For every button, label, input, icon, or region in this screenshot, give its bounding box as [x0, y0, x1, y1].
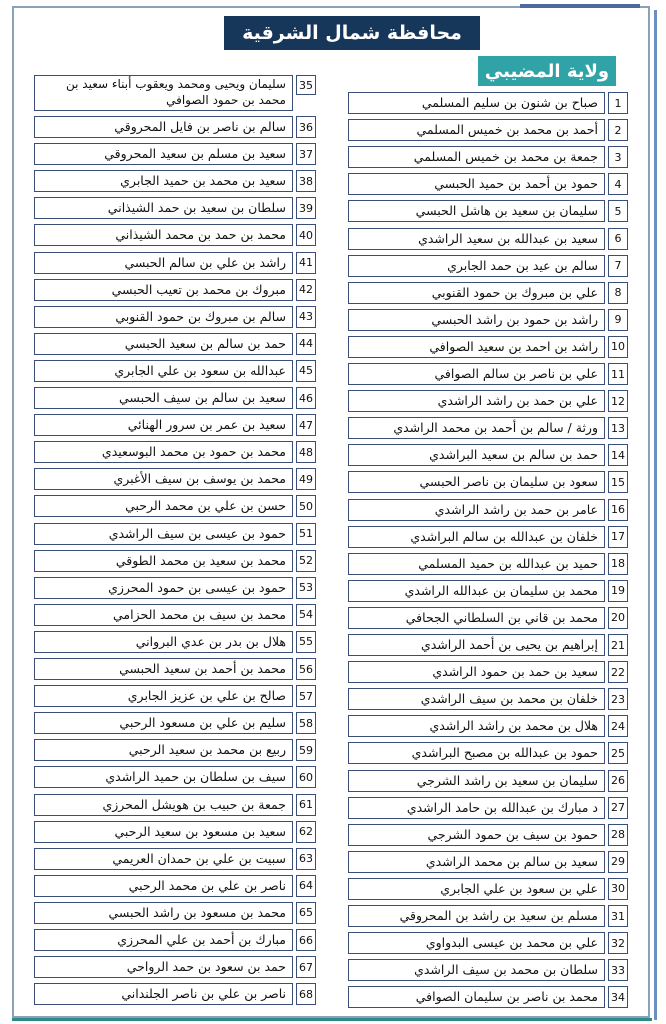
list-item	[348, 932, 628, 954]
row-number: 38	[296, 170, 316, 192]
row-number: 22	[608, 661, 628, 683]
person-name: صباح بن شنون بن سليم المسلمي	[348, 92, 605, 114]
list-item	[34, 279, 316, 301]
row-number: 8	[608, 282, 628, 304]
list-item	[34, 143, 316, 165]
decorative-top-strip	[520, 4, 640, 8]
person-name: علي بن مبروك بن حمود القنوبي	[348, 282, 605, 304]
list-item	[348, 634, 628, 656]
list-item	[348, 200, 628, 222]
wilaya-label: ولاية المضيبي	[478, 56, 616, 86]
list-item	[348, 146, 628, 168]
list-item	[348, 444, 628, 466]
person-name: ناصر بن علي بن ناصر الجلنداني	[34, 983, 293, 1005]
row-number: 49	[296, 468, 316, 490]
page-title: محافظة شمال الشرقية	[224, 16, 480, 50]
person-name: مبارك بن أحمد بن علي المحرزي	[34, 929, 293, 951]
list-item	[348, 363, 628, 385]
person-name: سليمان ويحيى ومحمد ويعقوب أبناء سعيد بن محمد بن حمود الصوافي	[34, 75, 293, 111]
person-name: سعيد بن سالم بن محمد الراشدي	[348, 851, 605, 873]
person-name: محمد بن مسعود بن راشد الحبسي	[34, 902, 293, 924]
list-item	[348, 255, 628, 277]
list-item	[34, 550, 316, 572]
list-item	[34, 170, 316, 192]
person-name: حسن بن علي بن محمد الرحبي	[34, 495, 293, 517]
list-item	[348, 878, 628, 900]
person-name: حمد بن سعود بن حمد الرواحي	[34, 956, 293, 978]
list-item	[348, 986, 628, 1008]
list-item	[34, 739, 316, 761]
list-item	[348, 471, 628, 493]
person-name: علي بن حمد بن راشد الراشدي	[348, 390, 605, 412]
person-name: مسلم بن سعيد بن راشد بن المحروقي	[348, 905, 605, 927]
row-number: 59	[296, 739, 316, 761]
row-number: 14	[608, 444, 628, 466]
row-number: 30	[608, 878, 628, 900]
list-item	[34, 821, 316, 843]
list-item	[34, 224, 316, 246]
person-name: د مبارك بن عبدالله بن حامد الراشدي	[348, 797, 605, 819]
list-item	[348, 119, 628, 141]
list-item	[348, 553, 628, 575]
person-name: سعيد بن محمد بن حميد الجابري	[34, 170, 293, 192]
person-name: سيف بن سلطان بن حميد الراشدي	[34, 766, 293, 788]
person-name: محمد بن حمد بن محمد الشيذاني	[34, 224, 293, 246]
list-item	[34, 929, 316, 951]
person-name: محمد بن يوسف بن سيف الأغبري	[34, 468, 293, 490]
row-number: 21	[608, 634, 628, 656]
list-item	[34, 414, 316, 436]
list-item	[348, 92, 628, 114]
row-number: 23	[608, 688, 628, 710]
list-item	[348, 417, 628, 439]
row-number: 62	[296, 821, 316, 843]
person-name: محمد بن حمود بن محمد البوسعيدي	[34, 441, 293, 463]
person-name: محمد بن ناصر بن سليمان الصوافي	[348, 986, 605, 1008]
person-name: خلفان بن محمد بن سيف الراشدي	[348, 688, 605, 710]
person-name: ربيع بن محمد بن سعيد الرحبي	[34, 739, 293, 761]
list-item	[348, 526, 628, 548]
person-name: محمد بن سيف بن محمد الحزامي	[34, 604, 293, 626]
list-item	[34, 658, 316, 680]
person-name: أحمد بن محمد بن خميس المسلمي	[348, 119, 605, 141]
decorative-right-strip	[654, 10, 657, 1020]
list-item	[348, 851, 628, 873]
row-number: 28	[608, 824, 628, 846]
row-number: 16	[608, 499, 628, 521]
person-name: سعيد بن مسلم بن سعيد المحروقي	[34, 143, 293, 165]
person-name: صالح بن علي بن عزيز الجابري	[34, 685, 293, 707]
list-item	[348, 905, 628, 927]
row-number: 37	[296, 143, 316, 165]
person-name: راشد بن حمود بن راشد الحبسي	[348, 309, 605, 331]
person-name: هلال بن محمد بن راشد الراشدي	[348, 715, 605, 737]
person-name: سعيد بن عمر بن سرور الهنائي	[34, 414, 293, 436]
row-number: 61	[296, 794, 316, 816]
row-number: 11	[608, 363, 628, 385]
list-item	[34, 956, 316, 978]
row-number: 9	[608, 309, 628, 331]
row-number: 51	[296, 523, 316, 545]
row-number: 53	[296, 577, 316, 599]
list-item	[34, 495, 316, 517]
list-item	[348, 607, 628, 629]
row-number: 10	[608, 336, 628, 358]
person-name: سالم بن مبروك بن حمود القنوبي	[34, 306, 293, 328]
row-number: 41	[296, 252, 316, 274]
list-item	[348, 173, 628, 195]
row-number: 65	[296, 902, 316, 924]
list-item	[348, 309, 628, 331]
list-item	[348, 770, 628, 792]
list-item	[34, 441, 316, 463]
list-item	[34, 902, 316, 924]
row-number: 17	[608, 526, 628, 548]
person-name: سعيد بن عبدالله بن سعيد الراشدي	[348, 228, 605, 250]
row-number: 44	[296, 333, 316, 355]
person-name: محمد بن أحمد بن سعيد الحبسي	[34, 658, 293, 680]
row-number: 50	[296, 495, 316, 517]
row-number: 1	[608, 92, 628, 114]
list-item	[34, 197, 316, 219]
person-name: جمعة بن محمد بن خميس المسلمي	[348, 146, 605, 168]
person-name: علي بن ناصر بن سالم الصوافي	[348, 363, 605, 385]
row-number: 55	[296, 631, 316, 653]
row-number: 31	[608, 905, 628, 927]
row-number: 60	[296, 766, 316, 788]
person-name: إبراهيم بن يحيى بن أحمد الراشدي	[348, 634, 605, 656]
list-item	[348, 959, 628, 981]
decorative-bottom-strip	[12, 1018, 652, 1021]
person-name: سلطان بن محمد بن سيف الراشدي	[348, 959, 605, 981]
row-number: 25	[608, 742, 628, 764]
list-item	[34, 766, 316, 788]
list-item	[348, 797, 628, 819]
person-name: محمد بن سعيد بن محمد الطوقي	[34, 550, 293, 572]
person-name: محمد بن سليمان بن عبدالله الراشدي	[348, 580, 605, 602]
person-name: حمود بن عيسى بن سيف الراشدي	[34, 523, 293, 545]
row-number: 67	[296, 956, 316, 978]
list-item	[348, 228, 628, 250]
row-number: 35	[296, 75, 316, 95]
row-number: 13	[608, 417, 628, 439]
person-name: سعيد بن مسعود بن سعيد الرحبي	[34, 821, 293, 843]
row-number: 36	[296, 116, 316, 138]
person-name: مبروك بن محمد بن تعيب الحبسي	[34, 279, 293, 301]
person-name: حمود بن أحمد بن حميد الحبسي	[348, 173, 605, 195]
row-number: 19	[608, 580, 628, 602]
person-name: عامر بن حمد بن راشد الراشدي	[348, 499, 605, 521]
row-number: 4	[608, 173, 628, 195]
row-number: 68	[296, 983, 316, 1005]
list-item	[348, 390, 628, 412]
person-name: راشد بن احمد بن سعيد الصوافي	[348, 336, 605, 358]
row-number: 6	[608, 228, 628, 250]
person-name: راشد بن علي بن سالم الحبسي	[34, 252, 293, 274]
list-item	[34, 685, 316, 707]
person-name: علي بن سعود بن علي الجابري	[348, 878, 605, 900]
list-item	[34, 712, 316, 734]
person-name: ورثة / سالم بن أحمد بن محمد الراشدي	[348, 417, 605, 439]
list-item	[34, 333, 316, 355]
list-item	[348, 742, 628, 764]
row-number: 45	[296, 360, 316, 382]
person-name: حمد بن سالم بن سعيد البراشدي	[348, 444, 605, 466]
person-name: خلفان بن عبدالله بن سالم البراشدي	[348, 526, 605, 548]
person-name: سبيت بن علي بن حمدان العريمي	[34, 848, 293, 870]
list-item	[34, 848, 316, 870]
row-number: 64	[296, 875, 316, 897]
row-number: 54	[296, 604, 316, 626]
row-number: 43	[296, 306, 316, 328]
list-item	[348, 499, 628, 521]
list-item	[34, 983, 316, 1005]
list-item	[34, 468, 316, 490]
person-name: سلطان بن سعيد بن حمد الشيذاني	[34, 197, 293, 219]
list-item	[34, 360, 316, 382]
person-name: حمد بن سالم بن سعيد الحبسي	[34, 333, 293, 355]
row-number: 15	[608, 471, 628, 493]
person-name: سعيد بن حمد بن حمود الراشدي	[348, 661, 605, 683]
person-name: سليم بن علي بن مسعود الرحبي	[34, 712, 293, 734]
list-item	[348, 661, 628, 683]
row-number: 47	[296, 414, 316, 436]
list-item	[34, 875, 316, 897]
person-name: سالم بن عيد بن حمد الجابري	[348, 255, 605, 277]
person-name: حمود بن سيف بن حمود الشرجي	[348, 824, 605, 846]
person-name: ناصر بن علي بن محمد الرحبي	[34, 875, 293, 897]
row-number: 57	[296, 685, 316, 707]
person-name: هلال بن بدر بن عدي البرواني	[34, 631, 293, 653]
list-item	[34, 794, 316, 816]
row-number: 52	[296, 550, 316, 572]
list-item	[348, 715, 628, 737]
row-number: 20	[608, 607, 628, 629]
list-item	[34, 116, 316, 138]
row-number: 29	[608, 851, 628, 873]
person-name: حميد بن عبدالله بن حميد المسلمي	[348, 553, 605, 575]
row-number: 42	[296, 279, 316, 301]
person-name: سالم بن ناصر بن فايل المحروقي	[34, 116, 293, 138]
row-number: 33	[608, 959, 628, 981]
row-number: 48	[296, 441, 316, 463]
person-name: سليمان بن سعيد بن هاشل الحبسي	[348, 200, 605, 222]
person-name: سعيد بن سالم بن سيف الحبسي	[34, 387, 293, 409]
row-number: 32	[608, 932, 628, 954]
row-number: 66	[296, 929, 316, 951]
row-number: 26	[608, 770, 628, 792]
person-name: محمد بن قاني بن السلطاني الجحافي	[348, 607, 605, 629]
list-item	[34, 604, 316, 626]
list-item	[34, 631, 316, 653]
person-name: سليمان بن سعيد بن راشد الشرجي	[348, 770, 605, 792]
person-name: جمعة بن حبيب بن هويشل المحرزي	[34, 794, 293, 816]
list-item	[34, 252, 316, 274]
row-number: 34	[608, 986, 628, 1008]
person-name: حمود بن عبدالله بن مصبح البراشدي	[348, 742, 605, 764]
list-item	[34, 75, 316, 111]
list-item	[34, 577, 316, 599]
row-number: 2	[608, 119, 628, 141]
row-number: 7	[608, 255, 628, 277]
list-item	[34, 523, 316, 545]
person-name: حمود بن عيسى بن حمود المحرزي	[34, 577, 293, 599]
row-number: 46	[296, 387, 316, 409]
person-name: علي بن محمد بن عيسى البدواوي	[348, 932, 605, 954]
row-number: 27	[608, 797, 628, 819]
list-item	[348, 824, 628, 846]
row-number: 56	[296, 658, 316, 680]
list-item	[348, 580, 628, 602]
person-name: عبدالله بن سعود بن علي الجابري	[34, 360, 293, 382]
row-number: 40	[296, 224, 316, 246]
row-number: 58	[296, 712, 316, 734]
row-number: 5	[608, 200, 628, 222]
list-item	[348, 688, 628, 710]
row-number: 3	[608, 146, 628, 168]
list-item	[34, 306, 316, 328]
row-number: 18	[608, 553, 628, 575]
list-item	[348, 336, 628, 358]
list-item	[348, 282, 628, 304]
person-name: سعود بن سليمان بن ناصر الحبسي	[348, 471, 605, 493]
row-number: 39	[296, 197, 316, 219]
list-item	[34, 387, 316, 409]
row-number: 24	[608, 715, 628, 737]
row-number: 63	[296, 848, 316, 870]
row-number: 12	[608, 390, 628, 412]
